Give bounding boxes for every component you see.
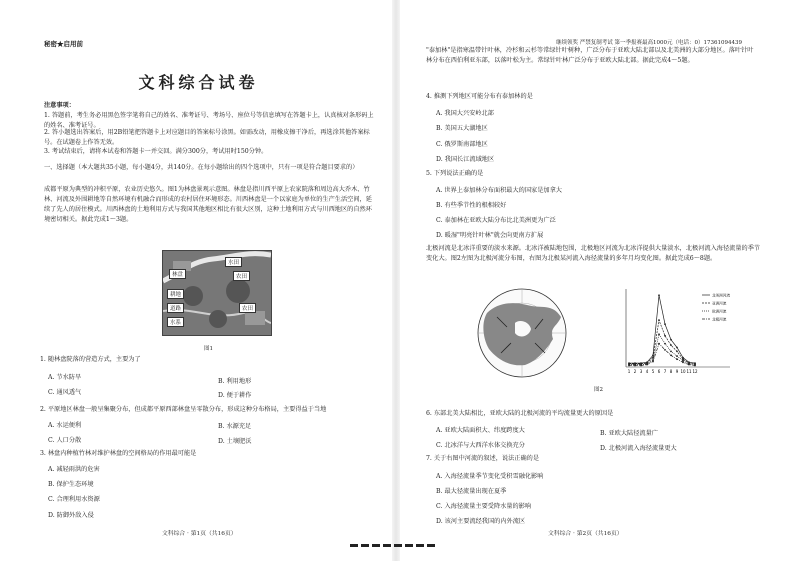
map-label-5: 道路 (167, 303, 184, 313)
data-point (628, 365, 630, 367)
data-point (670, 354, 672, 356)
data-point (670, 351, 672, 353)
x-tick-label: 4 (645, 369, 649, 374)
q1-option-d[interactable]: D. 便于耕作 (218, 392, 252, 399)
q3-option-d[interactable]: D. 防御外敌入侵 (48, 512, 94, 519)
figure2-caption: 图2 (594, 387, 603, 393)
data-point (634, 365, 636, 367)
data-point (652, 361, 654, 363)
q2-option-b[interactable]: B. 水源充足 (218, 423, 252, 430)
q1-option-a[interactable]: A. 节水防旱 (48, 374, 82, 381)
data-point (664, 323, 666, 325)
data-point (670, 339, 672, 341)
question-5-stem: 5. 下列说法正确的是 (426, 170, 484, 177)
q3-option-a[interactable]: A. 减轻雨洪的危害 (48, 466, 100, 473)
x-tick-label: 5 (651, 369, 655, 374)
legend-label: 欧洲河流 (712, 309, 727, 314)
q7-option-b[interactable]: B. 最大径流量出现在夏季 (436, 488, 507, 495)
section1-heading: 一、选择题（本大题共35小题，每小题4分，共140分。在每小题给出的四个选项中，只有一项是符合题目要求的） (44, 164, 359, 171)
x-tick-label: 9 (675, 369, 679, 374)
data-point (682, 360, 684, 362)
question-3-stem: 3. 林盘内种植竹林对维护林盘的空间格局的作用最可能是 (40, 450, 197, 457)
page-gutter (392, 0, 400, 561)
figure1-caption: 图1 (204, 346, 213, 352)
q6-option-c[interactable]: C. 北冰洋与大西洋水体交换充分 (436, 442, 525, 449)
q3-option-b[interactable]: B. 保护生态环境 (48, 481, 94, 488)
binding-marks (350, 532, 438, 551)
data-point (664, 335, 666, 337)
question-1-stem: 1. 随林盘院落的营造方式，主要为了 (40, 356, 141, 363)
map-label-3: 农田 (233, 271, 250, 281)
series-lines (628, 294, 696, 366)
question-2-stem: 2. 平原地区林盘一般呈集聚分布，但成都平原西部林盘呈零散分布，形成这种分布格局，主要得益于当地 (40, 406, 327, 413)
q4-option-a[interactable]: A. 我国大兴安岭北部 (436, 110, 494, 117)
figure1-map (162, 250, 272, 336)
q4-option-d[interactable]: D. 我国长江流域地区 (436, 156, 495, 163)
q4-option-b[interactable]: B. 美国五大湖地区 (436, 125, 488, 132)
x-tick-label: 11 (686, 369, 692, 374)
notice-item-1: 1. 答题前，考生务必用黑色签字笔将自己的姓名、准考证号、考场号、座位号等信息填写在答题卡上，认真核对条形码上的姓名、准考证号。 (44, 112, 374, 129)
notice-heading: 注意事项： (44, 102, 75, 109)
x-tick-label: 12 (692, 369, 698, 374)
map-label-4: 耕地 (167, 289, 184, 299)
q6-option-b[interactable]: B. 亚欧大陆径流量广 (600, 430, 658, 437)
q6-option-a[interactable]: A. 亚欧大陆面积大、纬度跨度大 (436, 427, 525, 434)
data-point (694, 365, 696, 367)
q4-option-c[interactable]: C. 俄罗斯南部地区 (436, 141, 488, 148)
data-point (676, 355, 678, 357)
notice-item-3: 3. 考试结束后，请将本试卷和答题卡一并交回。满分300分，考试用时150分钟。 (44, 148, 268, 155)
x-tick-label: 1 (627, 369, 631, 374)
figure2-line-chart (612, 283, 736, 379)
map-label-6: 水系 (167, 317, 184, 327)
data-point (658, 319, 660, 321)
right-intro: "泰加林"是指寒温带针叶林，冷杉和云杉等常绿针叶树种，广泛分布于亚欧大陆北部以及北美洲的大部分地区。落叶针叶林分布在西伯利亚东部，以落叶松为主。常绿针叶林广泛分布于亚欧大陆北部。据此完成4～5题。 (426, 47, 754, 64)
x-tick-label: 10 (680, 369, 686, 374)
data-point (676, 351, 678, 353)
q6-option-d[interactable]: D. 北极河流入海径流量更大 (600, 445, 677, 452)
data-point (658, 343, 660, 345)
footer-left: 文科综合 · 第1页（共16页） (162, 531, 237, 537)
data-point (646, 364, 648, 366)
q5-option-b[interactable]: B. 有些季节性的根相较好 (436, 202, 507, 209)
notice-item-2: 2. 答小题选出答案后，用2B铅笔把答题卡上对应题目的答案标号涂黑。如需改动，用橡皮擦干净后，再选涂其他答案标号。在试题卷上作答无效。 (44, 129, 370, 146)
data-point (658, 294, 660, 296)
map-label-1: 林盘 (169, 269, 186, 279)
data-point (688, 364, 690, 366)
series-line-1 (629, 295, 695, 363)
q7-option-d[interactable]: D. 该河主要流经我国的内外流区 (436, 518, 526, 525)
x-tick-label: 8 (669, 369, 673, 374)
data-point (682, 361, 684, 363)
footer-right: 文科综合 · 第2页（共16页） (548, 531, 623, 537)
data-point (640, 365, 642, 367)
data-point (664, 349, 666, 351)
data-point (670, 344, 672, 346)
figure2-polar-map (457, 283, 587, 379)
x-tick-label: 7 (663, 369, 667, 374)
x-tick-label: 2 (633, 369, 637, 374)
q1-option-b[interactable]: B. 利用地形 (218, 378, 252, 385)
legend-label: 北美洲河流 (712, 293, 730, 298)
question-4-stem: 4. 推测下列地区可能分布有泰加林的是 (426, 93, 533, 100)
series-line-3 (629, 334, 695, 364)
section1-passage: 成都平原为典型的冲积平原，农业历史悠久。图1为林盘景观示意图。林盘是指川西平原上农家院落和周边高大乔木、竹林、河流及外围耕地等自然环境有机融合而形成的农村居住环境形态。川西林盘是一个以家庭为单位的生产生活空间，延续了先人的居住模式。川西林盘的土地利用方式与我国其他地区相比有很大区别，这种土地利用方式与川西地区的自然环境密切相关。据此完成1～3题。 (44, 186, 372, 223)
secret-label: 秘密★启用前 (44, 40, 83, 48)
q2-option-d[interactable]: D. 土壤肥沃 (218, 438, 252, 445)
page-title: 文科综合试卷 (138, 73, 259, 92)
data-point (676, 358, 678, 360)
series-line-2 (629, 320, 695, 364)
data-point (658, 333, 660, 335)
legend-label: 北极河流 (712, 317, 727, 322)
question-7-stem: 7. 关于右图中河流的叙述，说法正确的是 (426, 455, 540, 462)
x-tick-label: 3 (639, 369, 643, 374)
x-tick-labels (628, 369, 698, 374)
q5-option-a[interactable]: A. 世界上泰加林分布面积最大的国家是加拿大 (436, 187, 562, 194)
x-tick-label: 6 (657, 369, 661, 374)
legend-label: 亚洲河流 (712, 301, 727, 306)
right-passage: 北极河流是北冰洋重要的淡水来源。北冰洋被陆地包围，北极地区河流为北冰洋提供大量淡水，北极河流入海径流量的季节变化大。图2左图为北极河流分布图，右图为北极某河流入海径流量的多年月均变化图。据此完成6～8题。 (426, 245, 761, 262)
chart-legend (702, 293, 730, 322)
q2-option-c[interactable]: C. 人口分散 (48, 437, 82, 444)
question-6-stem: 6. 东部北美大陆相比，亚欧大陆的北极河流的平均流量更大的原因是 (426, 410, 614, 417)
q3-option-c[interactable]: C. 合理利用水资源 (48, 496, 100, 503)
map-label-2: 水田 (225, 257, 242, 267)
header-right-info: 继续领奖 严禁复制考试 第一季报赛最高1000元（电话：0）17361094439 (556, 40, 742, 46)
q7-option-c[interactable]: C. 入海径流量主要受降水量的影响 (436, 503, 532, 510)
data-point (676, 347, 678, 349)
q5-option-c[interactable]: C. 泰加林在亚欧大陆分布比北美洲更为广泛 (436, 217, 556, 224)
q1-option-c[interactable]: C. 通风透气 (48, 389, 82, 396)
q5-option-d[interactable]: D. 暖湿"明亮针叶林"就会向更南方扩展 (436, 232, 544, 239)
data-point (664, 343, 666, 345)
map-label-7: 农田 (239, 303, 256, 313)
q7-option-a[interactable]: A. 入海径流量季节变化受积雪融化影响 (436, 473, 544, 480)
q2-option-a[interactable]: A. 水运便利 (48, 422, 82, 429)
